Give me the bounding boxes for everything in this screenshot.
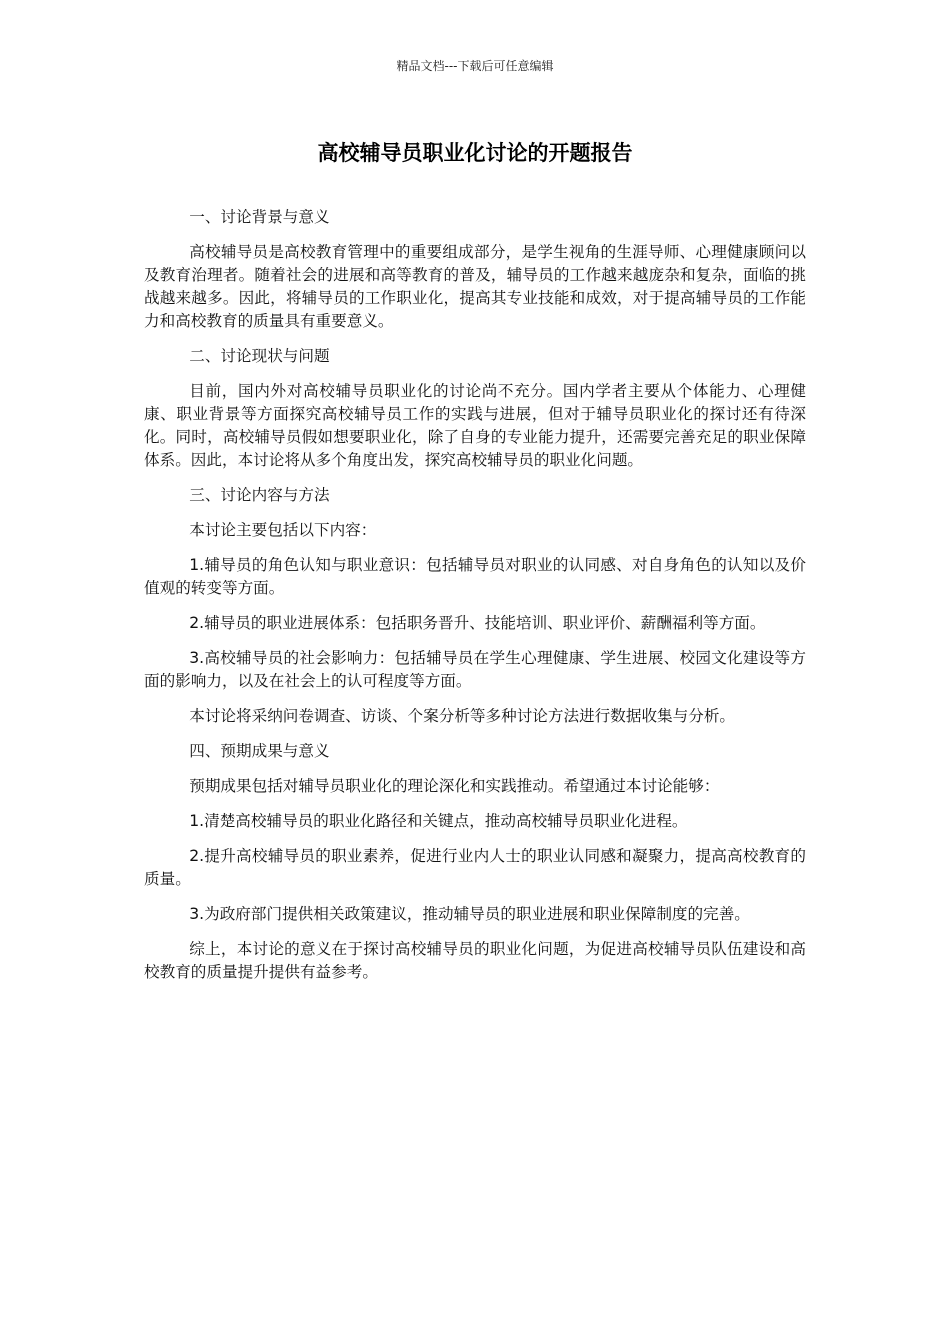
header-note: 精品文档---下载后可任意编辑 bbox=[396, 59, 554, 73]
paragraph: 高校辅导员是高校教育管理中的重要组成部分，是学生视角的生涯导师、心理健康顾问以及教育治理者。随着社会的进展和高等教育的普及，辅导员的工作越来越庞杂和复杂，面临的挑战越来越多。因此，将辅导员的工作职业化，提高其专业技能和成效，对于提高辅导员的工作能力和高校教育的质量具有重要意义。 bbox=[144, 243, 806, 330]
paragraph: 本讨论将采纳问卷调查、访谈、个案分析等多种讨论方法进行数据收集与分析。 bbox=[189, 707, 736, 725]
paragraph: 本讨论主要包括以下内容： bbox=[189, 521, 377, 539]
list-item: 1.清楚高校辅导员的职业化路径和关键点，推动高校辅导员职业化进程。 bbox=[189, 812, 688, 830]
section-heading-expected-results: 四、预期成果与意义 bbox=[189, 742, 330, 760]
list-item: 2.辅导员的职业进展体系：包括职务晋升、技能培训、职业评价、薪酬福利等方面。 bbox=[189, 614, 766, 632]
list-item: 2.提升高校辅导员的职业素养，促进行业内人士的职业认同感和凝聚力，提高高校教育的质量。 bbox=[144, 847, 806, 888]
document-body bbox=[144, 206, 806, 996]
list-item: 1.辅导员的角色认知与职业意识：包括辅导员对职业的认同感、对自身角色的认知以及价值观的转变等方面。 bbox=[144, 556, 806, 597]
paragraph: 预期成果包括对辅导员职业化的理论深化和实践推动。希望通过本讨论能够： bbox=[189, 777, 720, 795]
paragraph: 目前，国内外对高校辅导员职业化的讨论尚不充分。国内学者主要从个体能力、心理健康、职业背景等方面探究高校辅导员工作的实践与进展，但对于辅导员职业化的探讨还有待深化。同时，高校辅导员假如想要职业化，除了自身的专业能力提升，还需要完善充足的职业保障体系。因此，本讨论将从多个角度出发，探究高校辅导员的职业化问题。 bbox=[144, 382, 806, 469]
document-title: 高校辅导员职业化讨论的开题报告 bbox=[317, 141, 633, 165]
list-item: 3.为政府部门提供相关政策建议，推动辅导员的职业进展和职业保障制度的完善。 bbox=[189, 905, 750, 923]
list-item: 3.高校辅导员的社会影响力：包括辅导员在学生心理健康、学生进展、校园文化建设等方面的影响力，以及在社会上的认可程度等方面。 bbox=[144, 649, 806, 690]
section-heading-content-method: 三、讨论内容与方法 bbox=[189, 486, 330, 504]
section-heading-background: 一、讨论背景与意义 bbox=[189, 208, 330, 226]
section-heading-status: 二、讨论现状与问题 bbox=[189, 347, 330, 365]
paragraph: 综上，本讨论的意义在于探讨高校辅导员的职业化问题，为促进高校辅导员队伍建设和高校教育的质量提升提供有益参考。 bbox=[144, 940, 806, 981]
